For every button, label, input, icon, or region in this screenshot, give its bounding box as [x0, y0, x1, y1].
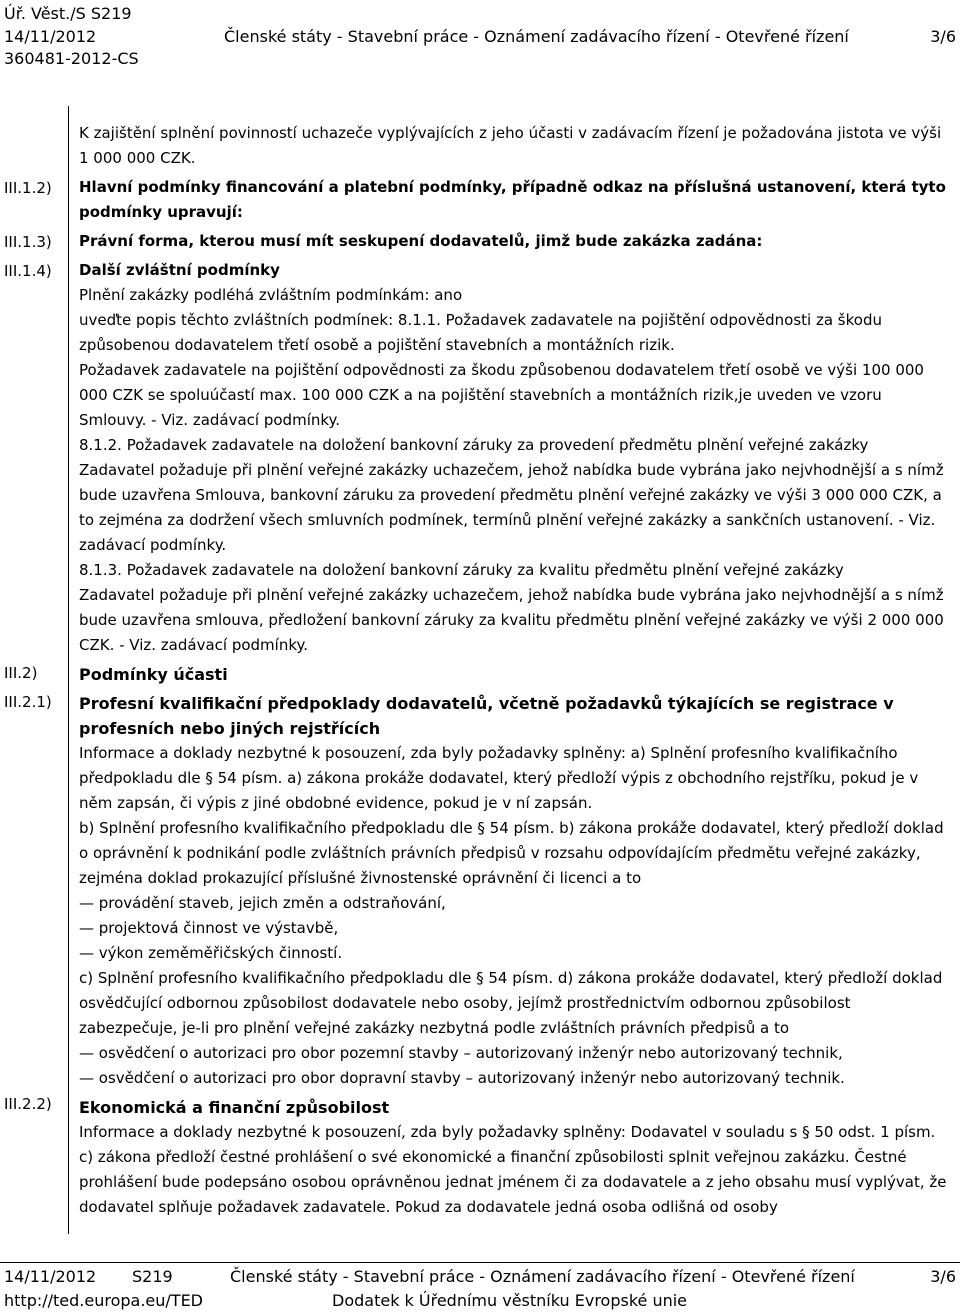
- margin-rule: [68, 106, 69, 1234]
- paragraph: uveďte popis těchto zvláštních podmínek: 8.1.1. Požadavek zadavatele na pojištění odpovědnosti za škodu způsobenou dodavatelem třetí osobě a pojištění stavebních a montážních rizik.: [79, 311, 882, 354]
- footer-rule: [0, 1262, 960, 1263]
- notice-content: [79, 121, 953, 1220]
- paragraph: K zajištění splnění povinností uchazeče vyplývajících z jeho účasti v zadávacím řízení je požadována jistota ve výši 1 000 000 CZK.: [79, 124, 942, 167]
- section-heading: Další zvláštní podmínky: [79, 261, 280, 279]
- footer-series: S219: [132, 1267, 173, 1286]
- paragraph: Informace a doklady nezbytné k posouzení, zda byly požadavky splněny: a) Splnění profesního kvalifikačního předpokladu dle § 54 písm. a) zákona prokáže dodavatel, který předloží výpis z obchodního rejstříku, pokud je v něm zapsán, či výpis z jiné obdobné evidence, pokud je v ní zapsán.: [79, 744, 919, 812]
- section-label: III.2): [4, 664, 38, 682]
- paragraph: 8.1.2. Požadavek zadavatele na doložení bankovní záruky za provedení předmětu plnění veřejné zakázky: [79, 436, 869, 454]
- section-heading: Ekonomická a finanční způsobilost: [79, 1098, 390, 1117]
- footer-title: Členské státy - Stavební práce - Oznámení zadávacího řízení - Otevřené řízení: [230, 1267, 855, 1286]
- paragraph: Informace a doklady nezbytné k posouzení, zda byly požadavky splněny: Dodavatel v souladu s § 50 odst. 1 písm. c) zákona předloží čestné prohlášení o své ekonomické a finanční způsobilosti splnit veřejnou zakázku. Čestné prohlášení bude podepsáno osobou oprávněnou jednat jménem či za dodavatele a z jeho obsahu musí vyplývat, že dodavatel splňuje požadavek zadavatele. Pokud za dodavatele jedná osoba odlišná od osoby: [79, 1123, 947, 1216]
- header-page-number: 3/6: [930, 26, 956, 46]
- list-item: — osvědčení o autorizaci pro obor dopravní stavby – autorizovaný inženýr nebo autorizovaný technik.: [79, 1069, 845, 1087]
- list-item: — osvědčení o autorizaci pro obor pozemní stavby – autorizovaný inženýr nebo autorizovaný technik,: [79, 1044, 843, 1062]
- footer-supplement: Dodatek k Úřednímu věstníku Evropské unie: [332, 1291, 688, 1310]
- section-heading: Hlavní podmínky financování a platební podmínky, případně odkaz na příslušná ustanovení, která tyto podmínky upravují:: [79, 178, 946, 221]
- paragraph: Zadavatel požaduje při plnění veřejné zakázky uchazečem, jehož nabídka bude vybrána jako nejvhodnější a s nímž bude uzavřena smlouva, předložení bankovní záruky za kvalitu předmětu plnění veřejné zakázky ve výši 2 000 000 CZK. - Viz. zadávací podmínky.: [79, 586, 944, 654]
- section-label: III.1.3): [4, 233, 52, 251]
- paragraph: 8.1.3. Požadavek zadavatele na doložení bankovní záruky za kvalitu předmětu plnění veřejné zakázky: [79, 561, 844, 579]
- section-heading: Právní forma, kterou musí mít seskupení dodavatelů, jimž bude zakázka zadána:: [79, 232, 763, 250]
- page-footer: [4, 1265, 956, 1313]
- paragraph: b) Splnění profesního kvalifikačního předpokladu dle § 54 písm. b) zákona prokáže dodavatel, který předloží doklad o oprávnění k podnikání podle zvláštních právních předpisů v rozsahu odpovídajícím předmětu veřejné zakázky, zejména doklad prokazující příslušné živnostenské oprávnění či licenci a to: [79, 819, 944, 887]
- section-label: III.2.2): [4, 1095, 52, 1113]
- journal-reference: Úř. Věst./S S219: [4, 4, 132, 23]
- list-item: — výkon zeměměřičských činností.: [79, 944, 343, 962]
- list-item: — provádění staveb, jejich změn a odstraňování,: [79, 894, 446, 912]
- paragraph: Plnění zakázky podléhá zvláštním podmínkám: ano: [79, 286, 463, 304]
- section-heading: Podmínky účasti: [79, 665, 228, 684]
- page-header: [4, 3, 956, 71]
- footer-page-number: 3/6: [930, 1267, 956, 1286]
- section-label: III.2.1): [4, 693, 52, 711]
- section-label: III.1.4): [4, 262, 52, 280]
- notice-id: 360481-2012-CS: [4, 49, 139, 68]
- section-label: III.1.2): [4, 179, 52, 197]
- footer-date: 14/11/2012: [4, 1267, 97, 1286]
- list-item: — projektová činnost ve výstavbě,: [79, 919, 339, 937]
- header-title: Členské státy - Stavební práce - Oznámení zadávacího řízení - Otevřené řízení: [224, 26, 849, 46]
- footer-url-link[interactable]: http://ted.europa.eu/TED: [4, 1291, 203, 1310]
- header-date: 14/11/2012: [4, 26, 97, 46]
- paragraph: c) Splnění profesního kvalifikačního předpokladu dle § 54 písm. d) zákona prokáže dodavatel, který předloží doklad osvědčující odbornou způsobilost dodavatele nebo osoby, jejímž prostřednictvím odbornou způsobilost zabezpečuje, je-li pro plnění veřejné zakázky nezbytná podle zvláštních právních předpisů a to: [79, 969, 943, 1037]
- paragraph: Zadavatel požaduje při plnění veřejné zakázky uchazečem, jehož nabídka bude vybrána jako nejvhodnější a s nímž bude uzavřena Smlouva, bankovní záruku za provedení předmětu plnění veřejné zakázky ve výši 3 000 000 CZK, a to zejména za dodržení všech smluvních podmínek, termínů plnění veřejné zakázky a sankčních ustanovení. - Viz. zadávací podmínky.: [79, 461, 944, 554]
- section-heading: Profesní kvalifikační předpoklady dodavatelů, včetně požadavků týkajících se registrace v profesních nebo jiných rejstřících: [79, 694, 894, 738]
- paragraph: Požadavek zadavatele na pojištění odpovědnosti za škodu způsobenou dodavatelem třetí osobě ve výši 100 000 000 CZK se spoluúčastí max. 100 000 CZK a na pojištění stavebních a montážních rizik,je uveden ve vzoru Smlouvy. - Viz. zadávací podmínky.: [79, 361, 924, 429]
